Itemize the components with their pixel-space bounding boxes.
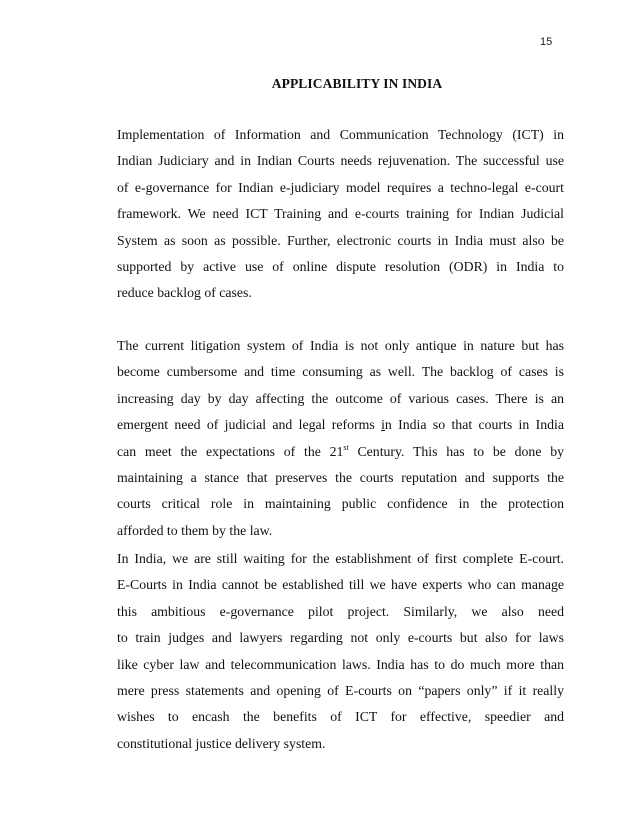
- text-line: Indian Judiciary and in Indian Courts needs rejuvenation. The successful use: [117, 153, 564, 169]
- text-line: constitutional justice delivery system.: [117, 735, 326, 751]
- text-line: maintaining a stance that preserves the courts reputation and supports the: [117, 469, 564, 485]
- page-number: 15: [540, 36, 553, 48]
- text-line: afforded to them by the law.: [117, 522, 273, 538]
- text-line: reduce backlog of cases.: [117, 285, 252, 301]
- text-line: become cumbersome and time consuming as well. The backlog of cases is: [117, 364, 564, 380]
- text-line: supported by active use of online dispute resolution (ODR) in India to: [117, 258, 564, 274]
- text-fragment: Century. This has to be done by: [348, 443, 564, 459]
- text-line: Implementation of Information and Communication Technology (ICT) in: [117, 127, 564, 142]
- paragraph-2: [117, 333, 564, 544]
- text-fragment: can meet the expectations of the 21: [117, 443, 344, 459]
- page-title: [0, 76, 638, 92]
- text-line: framework. We need ICT Training and e-courts training for Indian Judicial: [117, 206, 564, 222]
- text-line: increasing day by day affecting the outcome of various cases. There is an: [117, 390, 564, 406]
- text-line: like cyber law and telecommunication laws. India has to do much more than: [117, 656, 564, 672]
- underlined-letter: i: [381, 417, 385, 433]
- paragraph-1: [117, 122, 564, 307]
- text-line: of e-governance for Indian e-judiciary model requires a techno-legal e-court: [117, 179, 564, 195]
- text-line: The current litigation system of India is not only antique in nature but has: [117, 338, 564, 353]
- title-text: APPLICABILITY IN INDIA: [271, 76, 443, 91]
- text-line: [117, 412, 564, 438]
- text-line: mere press statements and opening of E-courts on “papers only” if it really: [117, 682, 564, 698]
- text-line: wishes to encash the benefits of ICT for effective, speedier and: [117, 709, 564, 725]
- paragraph-3: [117, 546, 564, 757]
- superscript: st: [343, 442, 349, 452]
- text-line: In India, we are still waiting for the establishment of first complete E-court.: [117, 551, 564, 566]
- text-fragment: n India so that courts in India: [384, 417, 564, 433]
- text-line: to train judges and lawyers regarding not only e-courts but also for laws: [117, 630, 564, 646]
- text-line: [117, 439, 564, 465]
- text-line: E-Courts in India cannot be established till we have experts who can manage: [117, 577, 564, 593]
- text-line: this ambitious e-governance pilot project. Similarly, we also need: [117, 603, 564, 619]
- text-line: System as soon as possible. Further, electronic courts in India must also be: [117, 232, 564, 248]
- text-fragment: emergent need of judicial and legal reforms: [117, 417, 382, 433]
- text-line: courts critical role in maintaining public confidence in the protection: [117, 496, 564, 512]
